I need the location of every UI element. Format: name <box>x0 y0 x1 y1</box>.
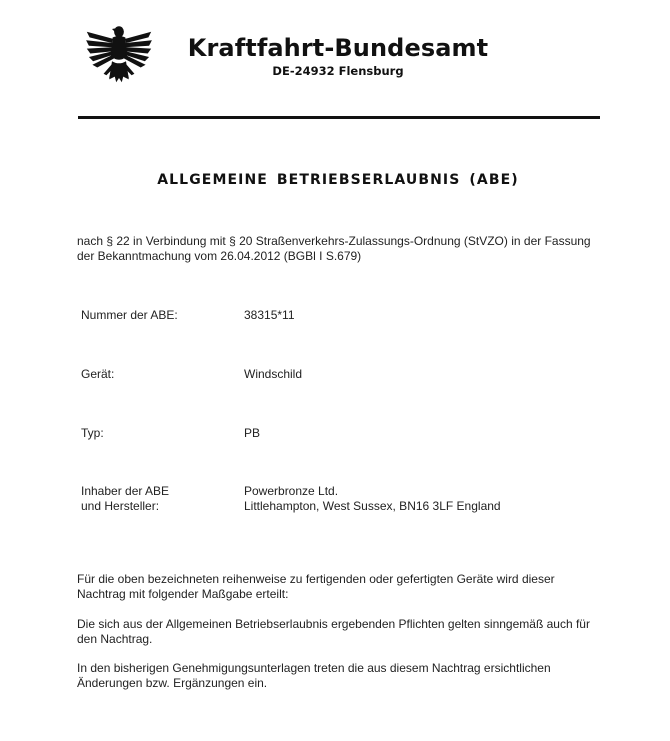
field-value-type: PB <box>244 426 261 440</box>
field-value-abe-number: 38315*11 <box>244 308 295 322</box>
field-value-holder: Powerbronze Ltd. Littlehampton, West Sussex, BN16 3LF England <box>244 484 501 513</box>
authority-name: Kraftfahrt-Bundesamt <box>187 34 489 62</box>
authority-address: DE-24932 Flensburg <box>272 64 404 78</box>
paragraph-obligations: Die sich aus der Allgemeinen Betriebserlaubnis ergebenden Pflichten gelten sinngemäß auch für den Nachtrag. <box>77 617 590 646</box>
field-label-abe-number: Nummer der ABE: <box>81 308 178 322</box>
paragraph-grant: Für die oben bezeichneten reihenweise zu fertigenden oder gefertigten Geräte wird dieser Nachtrag mit folgender Maßgabe erteilt: <box>77 572 555 601</box>
field-label-device: Gerät: <box>81 367 115 381</box>
field-label-holder: Inhaber der ABE und Hersteller: <box>81 484 170 513</box>
federal-eagle-icon <box>82 22 156 92</box>
document-title: ALLGEMEINE BETRIEBSERLAUBNIS (ABE) <box>157 172 519 188</box>
field-label-type: Typ: <box>81 426 104 440</box>
letterhead <box>180 34 496 78</box>
field-value-device: Windschild <box>244 367 303 381</box>
paragraph-amendments: In den bisherigen Genehmigungsunterlagen treten die aus diesem Nachtrag ersichtlichen Änderungen bzw. Ergänzungen ein. <box>77 661 551 690</box>
legal-basis-text: nach § 22 in Verbindung mit § 20 Straßenverkehrs-Zulassungs-Ordnung (StVZO) in der Fassung der Bekanntmachung vom 26.04.2012 (BGBl I S.679) <box>77 234 591 263</box>
header-divider <box>78 116 600 119</box>
